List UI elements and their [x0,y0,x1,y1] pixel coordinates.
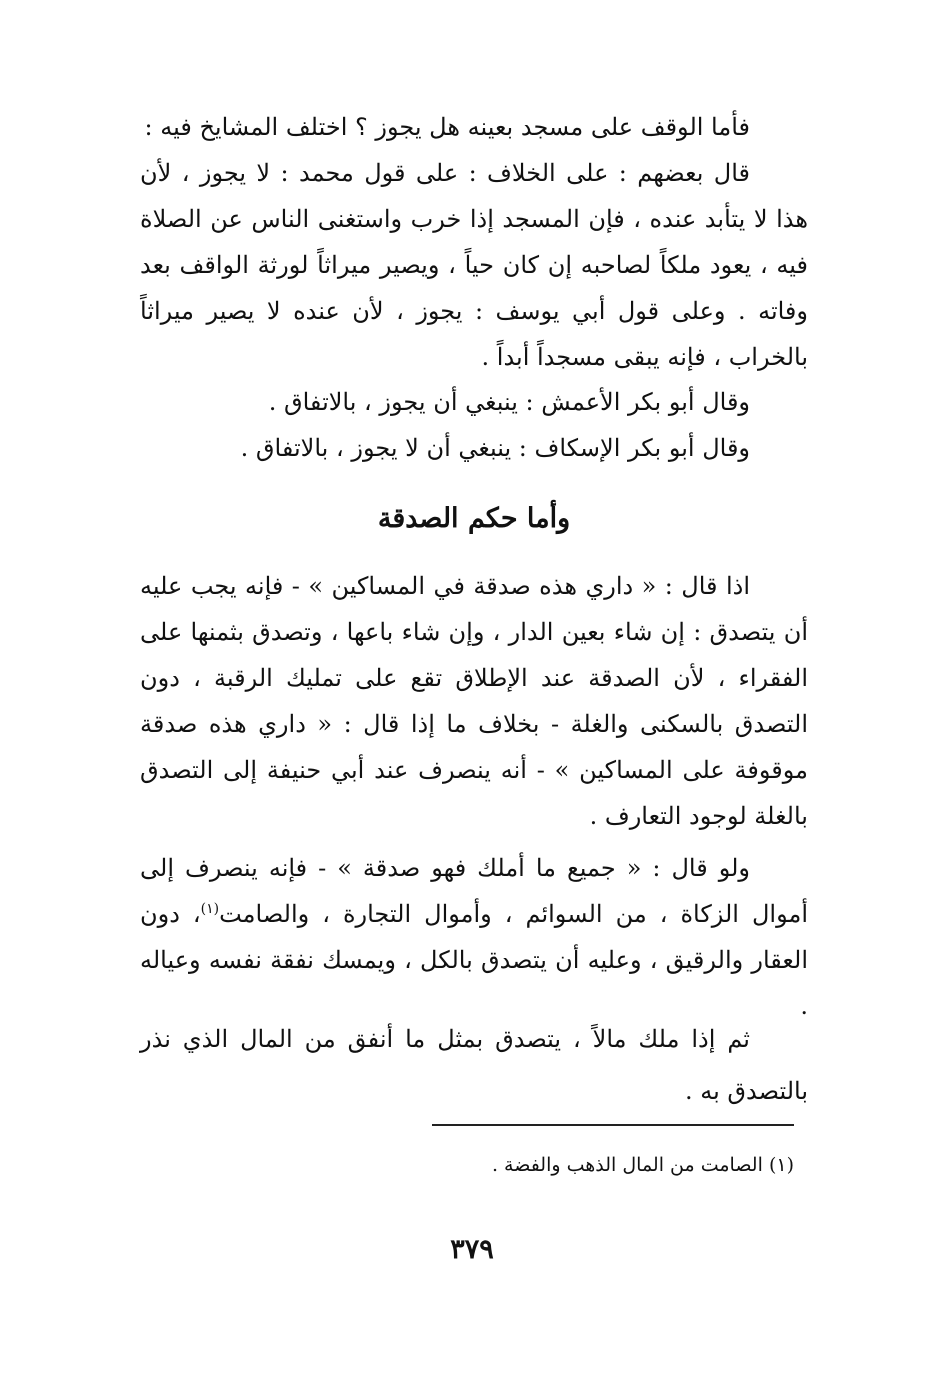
all-property-text-after-note: ، دون العقار والرقيق ، وعليه أن يتصدق بالكل ، ويمسك نفقة نفسه وعياله . [140,900,808,1020]
footnote-text: الصامت من المال الذهب والفضة . [491,1154,763,1176]
intro-paragraph: قال بعضهم : على الخلاف : على قول محمد : لا يجوز ، لأن هذا لا يتأبد عنده ، فإن المسجد إذا خرب واستغنى الناس عن الصلاة فيه ، يعود ملكاً لصاحبه إن كان حياً ، ويصير ميراثاً لورثة الواقف بعد وفاته . وعلى قول أبي يوسف : يجوز ، لأن عنده لا يصير ميراثاً بالخراب ، فإنه يبقى مسجداً أبداً . [140,159,808,371]
all-property-text-before-note: ولو قال : « جميع ما أملك فهو صدقة » - فإنه ينصرف إلى أموال الزكاة ، من السوائم ، وأموال التجارة ، والصامت [140,854,808,928]
charity-rule-paragraph: اذا قال : « داري هذه صدقة في المساكين » - فإنه يجب عليه أن يتصدق : إن شاء بعين الدار ، وإن شاء باعها ، وتصدق بثمنها على الفقراء ، لأن الصدقة عند الإطلاق تقع على تمليك الرقبة ، دون التصدق بالسكنى والغلة - بخلاف ما إذا قال : « داري هذه صدقة موقوفة على المساكين » - أنه ينصرف عند أبي حنيفة إلى التصدق بالغلة لوجود التعارف . [140,572,808,830]
all-property-paragraph [140,845,808,1029]
footnote-marker: (١) [200,901,220,917]
intro-section [140,104,808,380]
footnote [432,1150,794,1180]
later-section [140,1013,808,1117]
page-number: ٣٧٩ [450,1234,494,1265]
sayings-section [140,379,808,471]
later-paragraph: ثم إذا ملك مالاً ، يتصدق بمثل ما أنفق من المال الذي نذر بالتصدق به . [140,1025,808,1105]
footnote-number: (١) [768,1154,794,1176]
saying-line-2: وقال أبو بكر الإسكاف : ينبغي أن لا يجوز ، بالاتفاق . [240,434,750,462]
saying-line-1: وقال أبو بكر الأعمش : ينبغي أن يجوز ، بالاتفاق . [268,388,750,416]
section-heading: وأما حكم الصدقة [377,503,571,534]
all-property-section [140,845,808,1029]
footnote-divider [432,1124,794,1126]
charity-rule-section [140,563,808,839]
intro-question-line: فأما الوقف على مسجد بعينه هل يجوز ؟ اختلف المشايخ فيه : [144,113,750,141]
